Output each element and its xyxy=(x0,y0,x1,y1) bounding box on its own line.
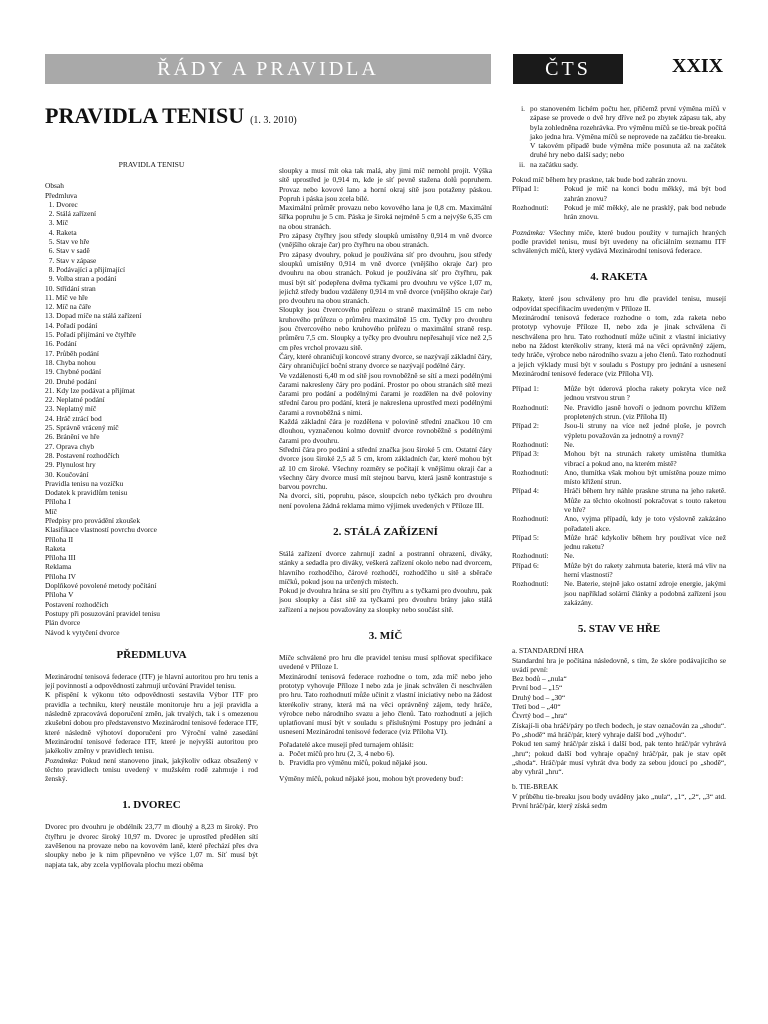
toc-item: 14. Pořadí podání xyxy=(45,320,98,330)
heading-stav: 5. STAV VE HŘE xyxy=(577,623,661,636)
list-item: a. Počet míčů pro hru (2, 3, 4 nebo 6). xyxy=(279,749,395,759)
paragraph: Ve vzdálenosti 6,40 m od sítě jsou rovnoběžně se sítí a mezi podélnými čarami nakresleny čáry pro podání. Prostor po obou stranách sítě mezi čarami pro podání a podélnými čarami je rozdělen na dvě poloviny střední čarou pro podání, která je nakreslena uprostřed mezi podélnými čarami a rovnoběžná s nimi. xyxy=(279,370,492,417)
toc-item: Příloha V xyxy=(45,590,74,600)
toc-item: Návod k vytyčení dvorce xyxy=(45,627,120,637)
list-item: i. po stanoveném lichém počtu her, přičemž první výměna míčů v zápase se provede o dvě hry dříve než po zbytek zápasu tak, aby byla zohledněna rozehrávka. Pro výměnu míčů se tie-break počítá jako jedna hra. Výměna míčů se neprovede na začátku tie-breaku. V takovém případě bude výměna míče posunuta až na začátek druhé hry nebo další sady; nebo xyxy=(521,104,726,160)
case-row xyxy=(512,384,726,403)
heading-dvorec: 1. DVOREC xyxy=(122,799,181,812)
toc-item: 12. Míč na čáře xyxy=(45,302,91,312)
case-text: Ne. Pravidlo jasně hovoří o jednom povrchu křížem propletených strun. (viz Příloha II) xyxy=(564,402,726,422)
paragraph: Střední čára pro podání a střední značka jsou široké 5 cm. Ostatní čáry dvorce jsou široké 2,5 až 5 cm, krom základních čar, které mohou být až 10 cm široké. Všechny rozměry se počítají k vnějšímu okraji čar a všechny čáry dvorce musí mít stejnou barvu, která jasně kontrastuje s barvou povrchu. xyxy=(279,444,492,492)
case-label: Rozhodnutí: xyxy=(512,439,549,449)
toc-item: Příloha III xyxy=(45,553,76,563)
case-text: Může hráč kdykoliv během hry používat více než jednu raketu? xyxy=(564,532,726,552)
paragraph: Standardní hra je počítána následovně, s tím, že skóre podávajícího se uvádí první: xyxy=(512,655,726,674)
case-text: Jsou-li struny na více než jedné ploše, je povrch výpletu považován za jednotný a rovný? xyxy=(564,421,726,440)
case-text: Ne. Baterie, stejně jako ostatní zdroje energie, jakými jsou například solární články a podobná zařízení jsou zakázány. xyxy=(564,579,726,607)
paragraph: Na dvorci, síti, popruhu, pásce, sloupcích nebo tyčkách pro dvouhru není povolena žádná reklama mimo výjimek uvedených v Příloze III. xyxy=(279,491,492,510)
heading-predmluva: PŘEDMLUVA xyxy=(116,648,187,661)
toc-item: 2. Stálá zařízení xyxy=(45,209,97,219)
case-text: Může být úderová plocha rakety pokryta více než jednou vrstvou strun ? xyxy=(564,384,726,403)
heading-raketa: 4. RAKETA xyxy=(590,271,648,284)
title-main: PRAVIDLA TENISU xyxy=(45,103,245,128)
paragraph: Pro zápasy čtyřhry jsou středy sloupků umístěny 0,914 m vně dvorce (vnějšího okraje čar) pro čtyřhru na obou stranách. xyxy=(279,231,492,250)
toc-item: 22. Neplatné podání xyxy=(45,395,105,405)
toc-item: 25. Správně vrácený míč xyxy=(45,423,119,433)
score-item: Čtvrtý bod – „hra“ xyxy=(512,711,568,721)
case-label: Případ 5: xyxy=(512,532,539,542)
case-label: Případ 4: xyxy=(512,486,539,496)
case-label: Případ 3: xyxy=(512,449,539,459)
toc-item: Reklama xyxy=(45,562,72,572)
case-text: Ano, vyjma případů, kdy je toto výslovně zakázáno pořadateli akce. xyxy=(564,514,726,533)
toc-item: Míč xyxy=(45,506,57,516)
case-label: Případ 1: xyxy=(512,384,539,394)
case-row xyxy=(512,579,726,607)
case-text: Ne. xyxy=(564,439,575,449)
toc-item: 9. Volba stran a podání xyxy=(45,274,117,284)
heading-mic: 3. MÍČ xyxy=(368,630,403,643)
case-row xyxy=(512,421,726,440)
paragraph: Pořadatelé akce musejí před turnajem ohlásit: xyxy=(279,739,414,749)
paragraph: sloupky a musí mít oka tak malá, aby jimi míč nemohl projít. Výška sítě uprostřed je 0,914 m, kde je síť pevně stažena dolů popruhem. Provaz nebo kovové lano a horní okraj sítě jsou potaženy páskou. Popruh i páska jsou zcela bílé. xyxy=(279,166,492,203)
paragraph: V průběhu tie-breaku jsou body uváděny jako „nula“, „1“, „2“, „3“ atd. První hráč/pár, který získá sedm xyxy=(512,791,726,810)
paragraph: K přispění k výkonu této odpovědnosti sestavila Výbor ITF pro pravidla a techniku, který neustále monitoruje hru a její pravidla a následně zpracovává doporučení změn, jak trvalých, tak i s omezenou zkušební dobou pro představenstvo Mezinárodní tenisové federace ITF, které následně výhotoví doporučení pro Výroční valné zasedání Mezinárodní tenisové federace ITF, které je nejvyšší autoritou pro jakékoliv změny v pravidlech tenisu. xyxy=(45,690,258,756)
case-text: Hráči během hry náhle praskne struna na jeho raketě. Může za těchto okolností pokračovat s touto raketou ve hře? xyxy=(564,486,726,514)
case-list xyxy=(512,384,726,607)
ruling-row: Rozhodnutí: Pokud je míč měkký, ale ne prasklý, pak bod nebude hrán znovu. xyxy=(512,202,726,222)
case-label: Případ 6: xyxy=(512,560,539,570)
toc-item: 5. Stav ve hře xyxy=(45,237,90,247)
case-label: Rozhodnutí: xyxy=(512,402,549,412)
document-title xyxy=(45,103,297,129)
toc-item: 21. Kdy lze podávat a přijímat xyxy=(45,385,135,395)
toc-item: Obsah xyxy=(45,181,64,191)
paragraph: Dvorec pro dvouhru je obdélník 23,77 m dlouhý a 8,23 m široký. Pro čtyřhru je dvorec široký 10,97 m. Dvorec je uprostřed předělen sítí zavěšenou na provaze nebo na kovovém laně, které přechází přes dva sloupky nebo je k nim připevněno ve výšce 1,07 m. Síť musí být napjata tak, aby zcela vyplňovala plochu mezi oběma xyxy=(45,822,258,869)
toc-item: 17. Průběh podání xyxy=(45,348,99,358)
toc-item: 10. Střídání stran xyxy=(45,283,96,293)
toc-item: 26. Bránění ve hře xyxy=(45,432,100,442)
paragraph: Rakety, které jsou schváleny pro hru dle pravidel tenisu, musejí odpovídat specifikacím uvedeným v Příloze II. xyxy=(512,294,726,313)
case-row xyxy=(512,403,726,422)
note xyxy=(45,756,258,784)
toc-item: Dodatek k pravidlům tenisu xyxy=(45,488,128,498)
subheading: a. STANDARDNÍ HRA xyxy=(512,646,584,656)
paragraph: Stálá zařízení dvorce zahrnují zadní a postranní ohrazení, diváky, stánky a sedadla pro diváky, veškerá zařízení okolo nebo nad dvorcem, hlavního rozhodčího, čárové rozhodčí, rozhodčího u sítě a sběrače míčků, pokud jsou na určených místech. xyxy=(279,548,492,586)
toc-item: 16. Podání xyxy=(45,339,77,349)
paragraph: Výměny míčů, pokud nějaké jsou, mohou být provedeny buď: xyxy=(279,773,464,783)
toc-item: 29. Plynulost hry xyxy=(45,460,96,470)
case-text: Mohou být na strunách rakety umístěna tlumítka vibrací a pokud ano, na kterém místě? xyxy=(564,449,726,468)
case-text: Může být do rakety zahrnuta baterie, která má vliv na herní vlastnosti? xyxy=(564,560,726,580)
toc-item: 3. Míč xyxy=(45,218,68,228)
toc-item: Předmluva xyxy=(45,190,78,200)
paragraph: Mezinárodní tenisová federace (ITF) je hlavní autoritou pro hru tenis a její povinností a odpovědností zahrnují určování Pravidel tenisu. xyxy=(45,671,258,691)
toc-item: Doplňkové povolené metody počítání xyxy=(45,581,157,591)
paragraph: Každá základní čára je rozdělena v polovině střední značkou 10 cm dlouhou, vyznačenou kolmo dovnitř dvorce rovnoběžně s podélnými čarami pro dvouhru. xyxy=(279,417,492,445)
paragraph: Pro zápasy dvouhry, pokud je používána síť pro dvouhru, jsou středy sloupků umístěny 0,914 m vně dvorce (vnějšího okraje čar) pro dvouhru na obou stranách. Pokud je používána síť pro čtyřhru, pak musí být síť podepřena dvěma tyčkami pro dvouhru ve výšce 1,07 m, jejichž středy budou vzdáleny 0,914 m vně dvorce (vnějšího okraje čar) pro dvouhru na obou stranách. xyxy=(279,249,492,306)
toc-item: 8. Podávající a přijímající xyxy=(45,264,126,274)
toc-item: Klasifikace vlastností povrchu dvorce xyxy=(45,525,157,535)
paragraph: Sloupky jsou čtvercového průřezu o straně maximálně 15 cm nebo kruhového průřezu o průměru maximálně 15 cm. Tyčky pro dvouhru jsou čtvercového nebo kruhového průřezu o maximální straně resp. průměru 7,5 cm. Sloupky a tyčky pro dvouhru nepřesahují více než 2,5 cm přes vrchol provazu sítě. xyxy=(279,305,492,352)
subheading: b. TIE-BREAK xyxy=(512,782,559,792)
paragraph: Čáry, které ohraničují koncové strany dvorce, se nazývají základní čáry, čáry ohraničující boční strany dvorce se nazývají podélné čáry. xyxy=(279,351,492,371)
toc-item: Příloha II xyxy=(45,534,74,544)
brand-banner xyxy=(513,54,623,84)
case-row xyxy=(512,449,726,468)
page-number: XXIX xyxy=(672,55,724,77)
toc-item: Postupy při posuzování pravidel tenisu xyxy=(45,608,160,618)
toc-item: 30. Koučování xyxy=(45,469,89,479)
toc-item: 1. Dvorec xyxy=(45,199,78,209)
score-item: Bez bodů – „nula“ xyxy=(512,674,567,684)
title-date: (1. 3. 2010) xyxy=(250,115,297,126)
paragraph: Získají-li oba hráči/páry po třech bodech, je stav označován za „shodu“. Po „shodě“ má hráč/pár, který vyhraje další bod „výhodu“. xyxy=(512,720,726,739)
score-item: Druhý bod – „30“ xyxy=(512,692,566,702)
score-item: První bod – „15“ xyxy=(512,683,563,693)
case-row xyxy=(512,533,726,552)
column-1 xyxy=(45,156,258,1016)
paragraph: Míče schválené pro hru dle pravidel tenisu musí splňovat specifikace uvedené v Příloze I. xyxy=(279,653,492,672)
case-row xyxy=(512,468,726,487)
toc-item: 13. Dopad míče na stálá zařízení xyxy=(45,311,142,321)
note-label: Poznámka: xyxy=(512,227,546,237)
toc-item: 27. Oprava chyb xyxy=(45,441,95,451)
score-list xyxy=(512,674,726,720)
toc-item: Postavení rozhodčích xyxy=(45,599,109,609)
column-3 xyxy=(512,104,726,1016)
toc-item: 18. Chyba nohou xyxy=(45,357,96,367)
toc-item: Plán dvorce xyxy=(45,618,81,628)
case-row xyxy=(512,440,726,449)
toc-title: PRAVIDLA TENISU xyxy=(118,160,185,169)
paragraph: Pokud je dvouhra hrána se sítí pro čtyřhru a s tyčkami pro dvouhru, pak jsou sloupky a část sítě za tyčkami pro dvouhru brány jako stálá zařízení a nejsou považovány za sloupky nebo součást sítě. xyxy=(279,586,492,614)
case-label: Případ 2: xyxy=(512,421,539,431)
list-item: b. Pravidla pro výměnu míčů, pokud nějaké jsou. xyxy=(279,758,428,768)
toc-item: Raketa xyxy=(45,543,66,553)
case-label: Rozhodnutí: xyxy=(512,514,549,524)
toc-item: 11. Míč ve hře xyxy=(45,292,88,302)
paragraph: Maximální průměr provazu nebo kovového lana je 0,8 cm. Maximální šířka popruhu je 5 cm. Páska je široká nejméně 5 cm a nejvýše 6,35 cm na obou stranách. xyxy=(279,203,492,231)
toc-item: 7. Stav v zápase xyxy=(45,255,97,265)
note-text: Pokud není stanoveno jinak, jakýkoliv odkaz obsažený v těchto pravidlech tenisu uvedený v mužském rodě zahrnuje i rod ženský. xyxy=(45,755,258,784)
toc-item: Pravidla tenisu na vozíčku xyxy=(45,478,124,488)
section-banner xyxy=(45,54,491,84)
column-2 xyxy=(279,166,492,1016)
case-row xyxy=(512,514,726,533)
case-label: Rozhodnutí: xyxy=(512,579,549,589)
toc-item: 23. Neplatný míč xyxy=(45,404,97,414)
list-item: ii. na začátku sady. xyxy=(519,159,579,169)
case-label: Rozhodnutí: xyxy=(512,467,549,477)
section-title: ŘÁDY A PRAVIDLA xyxy=(157,58,379,80)
paragraph: Pokud míč během hry praskne, tak bude bod zahrán znovu. xyxy=(512,175,688,185)
note-text: Všechny míče, které budou použity v turnajích hraných podle pravidel tenisu, musí být uvedeny na oficiálním seznamu ITF schválených míčů, který vydává Mezinárodní tenisová federace. xyxy=(512,227,726,256)
case-row xyxy=(512,486,726,514)
note xyxy=(512,228,726,256)
toc-item: 28. Postavení rozhodčích xyxy=(45,450,120,460)
toc-item: Předpisy pro provádění zkoušek xyxy=(45,515,141,525)
paragraph: Mezinárodní tenisová federace rozhodne o tom, zda raketa nebo prototyp vyhovuje Příloze II, nebo zda je jinak schválena či neschválena pro hru. Tato rozhodnutí může učinit z vlastní iniciativy nebo na žádost kterékoliv strany, která má na věci oprávněný zájem, tedy hráče, výrobce nebo národního svazu a jeho členů. Tato rozhodnutí a jejich výklady musí být v souladu s Postupy pro jednání a usnesení Mezinárodní tenisové federace (viz Příloha VI). xyxy=(512,313,726,378)
note-label: Poznámka: xyxy=(45,755,79,765)
case-row: Případ 1: Pokud je míč na konci bodu měkký, má být bod zahrán znovu? xyxy=(512,184,726,203)
paragraph: Pokud ten samý hráč/pár získá i další bod, pak tento hráč/pár vyhrává „hru“; pokud další bod vyhraje opačný hráč/pár, pak je stav opět „shoda“. Hráč/pár musí vyhrát dva body za sebou jdoucí po „shodě“, aby vyhrál „hru“. xyxy=(512,739,726,777)
brand-title: ČTS xyxy=(545,58,591,80)
toc-item: 15. Pořadí přijímání ve čtyřhře xyxy=(45,330,136,340)
toc-item: 24. Hráč ztrácí bod xyxy=(45,413,102,423)
toc-item: Příloha I xyxy=(45,497,71,507)
toc-item: 20. Druhé podání xyxy=(45,376,97,386)
toc-item: Příloha IV xyxy=(45,571,76,581)
case-text: Ano, tlumítka však mohou být umístěna pouze mimo místo křížení strun. xyxy=(564,467,726,487)
paragraph: Mezinárodní tenisová federace rozhodne o tom, zda míč nebo jeho prototyp vyhovuje Příloze I nebo zda je jinak schválen či neschválen pro hru. Tato rozhodnutí může učinit z vlastní iniciativy nebo na žádost kterékoliv strany, která má na věci oprávněný zájem, tedy hráče, výrobce nebo národního svazu a jeho členů. Tato rozhodnutí a jejich uplatňovaní musí být v souladu s příslušnými Postupy pro jednání a usnesení Mezinárodní tenisové federace (viz Příloha VI). xyxy=(279,671,492,737)
table-of-contents xyxy=(45,181,258,637)
heading-zarizeni: 2. STÁLÁ ZAŘÍZENÍ xyxy=(333,525,438,538)
toc-item: 19. Chybné podání xyxy=(45,367,102,377)
case-row xyxy=(512,551,726,560)
case-label: Rozhodnutí: xyxy=(512,551,549,561)
toc-item: 6. Stav v sadě xyxy=(45,246,90,256)
case-text: Ne. xyxy=(564,551,575,561)
case-row xyxy=(512,561,726,580)
score-item: Třetí bod – „40“ xyxy=(512,702,561,712)
toc-item: 4. Raketa xyxy=(45,227,77,237)
